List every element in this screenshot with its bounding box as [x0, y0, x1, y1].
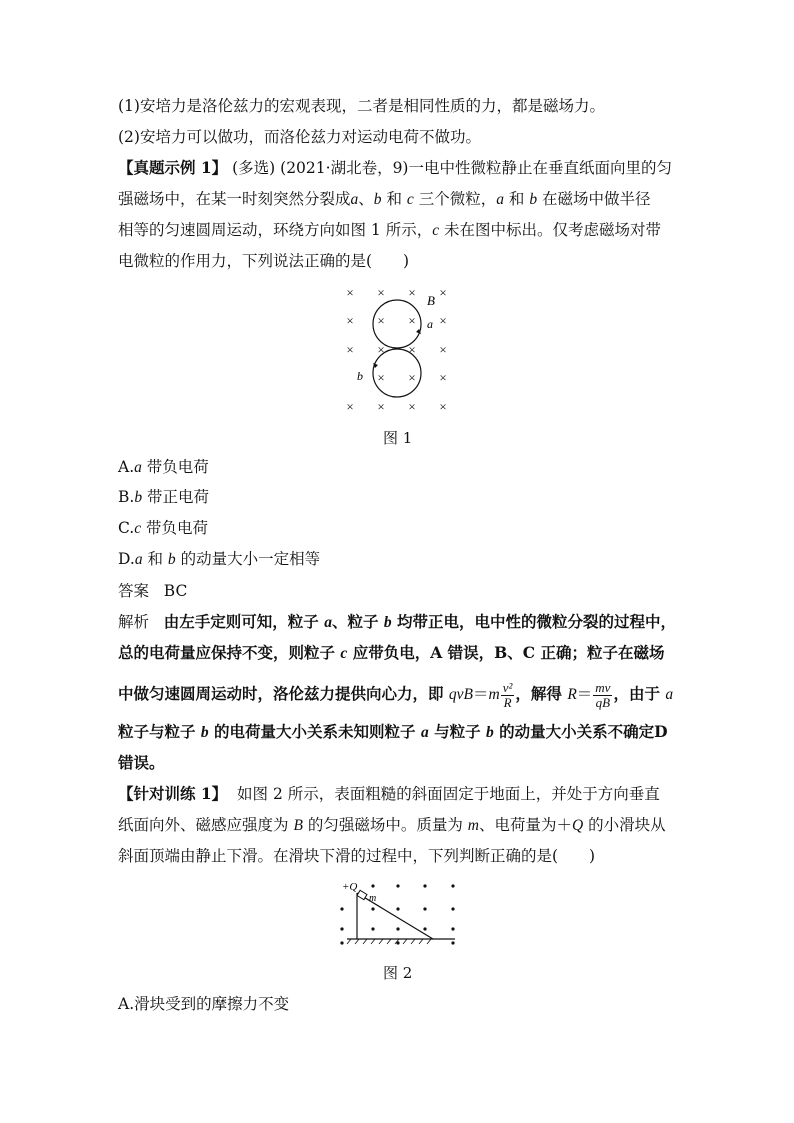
field-dot [340, 941, 343, 944]
label-B: B [427, 293, 435, 308]
field-dot [371, 927, 374, 930]
figure-1-caption: 图 1 [383, 429, 413, 447]
stem-text: 和 [503, 190, 530, 208]
stem-text: 相等的匀速圆周运动，环绕方向如图 1 所示， [118, 221, 433, 239]
field-dot [423, 907, 426, 910]
option-text: 带正电荷 [142, 488, 210, 506]
cross-mark: × [377, 342, 385, 357]
option-d [118, 549, 678, 570]
example-stem-line-1 [118, 158, 678, 178]
option-var: b [134, 489, 143, 506]
cross-mark: × [346, 285, 354, 300]
practice-line-2 [118, 815, 678, 836]
option-var: a [134, 551, 143, 568]
practice-option-a: A.滑块受到的摩擦力不变 [118, 995, 290, 1013]
analysis-line-1 [118, 612, 678, 633]
field-dot [340, 927, 343, 930]
answer-value: BC [163, 582, 188, 600]
note-2: (2)安培力可以做功，而洛伦兹力对运动电荷不做功。 [118, 128, 481, 146]
cross-mark: × [346, 399, 354, 414]
analysis-text: 由左手定则可知，粒子 [163, 612, 325, 631]
formula-m: m [488, 686, 500, 703]
option-text: 带负电荷 [141, 519, 209, 537]
analysis-text: ，由于 [613, 684, 666, 703]
field-dot [451, 941, 454, 944]
cross-mark: × [377, 399, 385, 414]
field-dot [423, 884, 426, 887]
field-dot [371, 907, 374, 910]
cross-mark: × [377, 285, 385, 300]
fraction-denominator: R [503, 694, 512, 710]
cross-mark: × [346, 342, 354, 357]
option-text: 和 [142, 550, 168, 568]
label-a: a [427, 317, 433, 331]
option-letter: B. [118, 488, 135, 506]
practice-line-1 [118, 784, 678, 804]
field-dot [396, 927, 399, 930]
cross-mark: × [377, 313, 385, 328]
analysis-text: 的动量大小关系不确定D [493, 722, 668, 741]
practice-text: 、电荷量为＋ [478, 816, 572, 834]
cross-mark: × [408, 399, 416, 414]
answer-line [118, 581, 678, 601]
fraction-denominator: qB [595, 694, 611, 710]
var-a: a [350, 191, 359, 208]
option-b [118, 487, 678, 508]
var-a: a [420, 724, 429, 741]
option-a [118, 457, 678, 478]
cross-mark: × [377, 370, 385, 385]
cross-mark: × [439, 370, 447, 385]
practice-text: 如图 2 所示，表面粗糙的斜面固定于地面上，并处于方向垂直 [237, 785, 660, 803]
cross-mark: × [439, 313, 447, 328]
analysis-label: 解析 [118, 613, 150, 631]
var-a: a [324, 614, 332, 631]
answer-label: 答案 [118, 582, 150, 600]
field-dot [451, 907, 454, 910]
option-letter: A. [118, 458, 135, 476]
example-stem-line-4: 电微粒的作用力，下列说法正确的是( ) [118, 252, 410, 270]
option-var: a [134, 459, 142, 476]
analysis-text: 中做匀速圆周运动时，洛伦兹力提供向心力，即 [118, 684, 449, 703]
fraction-numerator: mv [595, 679, 611, 695]
example-stem-line-2 [118, 189, 678, 210]
fraction-numerator: v² [502, 679, 513, 695]
var-c: c [406, 191, 414, 208]
figure-2-incline-in-field [333, 877, 463, 949]
var-b: b [200, 724, 209, 741]
option-letter: C. [118, 519, 135, 537]
cross-mark: × [439, 342, 447, 357]
figure-2-caption: 图 2 [383, 964, 413, 982]
field-dot [451, 927, 454, 930]
stem-text: 未在图中标出。仅考虑磁场对带 [439, 221, 662, 239]
option-text: 带负电荷 [141, 458, 209, 476]
var-Q: Q [571, 817, 584, 834]
analysis-line-5: 错误。 [118, 753, 165, 772]
stem-text: 和 [381, 190, 407, 208]
example-stem-line-3 [118, 220, 678, 241]
analysis-line-4 [118, 722, 678, 743]
var-a: a [665, 686, 674, 703]
field-dot [423, 927, 426, 930]
label-plus-Q: +Q [342, 881, 358, 893]
practice-text: 的匀强磁场中。质量为 [302, 816, 468, 834]
var-b: b [373, 191, 382, 208]
figure-1-magnetic-field-circles [335, 283, 460, 418]
stem-text: 强磁场中，在某一时刻突然分裂成 [118, 190, 351, 208]
stem-text: 、 [358, 190, 374, 208]
var-B: B [293, 817, 303, 834]
example-tag: 【真题示例 1】 [118, 158, 228, 177]
practice-text: 纸面向外、磁感应强度为 [118, 816, 294, 834]
field-dot [340, 907, 343, 910]
example-source: (多选) (2021·湖北卷，9) [232, 159, 409, 177]
var-b: b [529, 191, 538, 208]
field-dot [451, 884, 454, 887]
analysis-text: 应带负电，A 错误，B、C 正确；粒子在磁场 [347, 643, 665, 662]
var-b: b [486, 724, 494, 741]
cross-mark: × [408, 285, 416, 300]
formula-equals: ＝ [473, 685, 489, 703]
analysis-line-2 [118, 643, 678, 664]
var-m: m [467, 817, 479, 834]
var-c: c [340, 645, 348, 662]
analysis-text: 总的电荷量应保持不变，则粒子 [118, 643, 341, 662]
analysis-text: 粒子与粒子 [118, 722, 201, 741]
example-stem-text: 一电中性微粒静止在垂直纸面向里的匀 [408, 159, 672, 177]
option-var: b [167, 551, 176, 568]
cross-mark: × [408, 370, 416, 385]
analysis-text: 的电荷量大小关系未知则粒子 [208, 722, 421, 741]
analysis-text: ，解得 [515, 684, 568, 703]
note-1: (1)安培力是洛伦兹力的宏观表现，二者是相同性质的力，都是磁场力。 [118, 97, 605, 115]
field-dot [371, 884, 374, 887]
var-a: a [496, 191, 504, 208]
cross-mark: × [408, 342, 416, 357]
var-b: b [383, 614, 392, 631]
analysis-text: 、粒子 [331, 612, 384, 631]
field-dot [396, 907, 399, 910]
stem-text: 在磁场中做半径 [537, 190, 651, 208]
cross-mark: × [408, 313, 416, 328]
label-b: b [357, 369, 363, 383]
formula-equals: ＝ [576, 685, 593, 703]
option-text: 的动量大小一定相等 [175, 550, 321, 568]
field-dot [396, 884, 399, 887]
fraction-v2-over-R [501, 681, 515, 710]
practice-line-3: 斜面顶端由静止下滑。在滑块下滑的过程中，下列判断正确的是( ) [118, 847, 596, 865]
formula-R: R [567, 686, 577, 703]
cross-mark: × [439, 399, 447, 414]
fraction-mv-over-qB [593, 681, 612, 710]
practice-tag: 【针对训练 1】 [118, 784, 228, 803]
option-letter: D. [118, 550, 135, 568]
option-var: c [134, 520, 142, 537]
var-c: c [432, 222, 440, 239]
cross-mark: × [346, 313, 354, 328]
option-c [118, 518, 678, 539]
cross-mark: × [439, 285, 447, 300]
formula-qvB: qvB [448, 686, 474, 703]
analysis-line-3 [118, 676, 678, 713]
practice-text: 的小滑块从 [583, 816, 666, 834]
label-m: m [369, 893, 377, 904]
analysis-text: 均带正电，电中性的微粒分裂的过程中， [391, 612, 677, 631]
stem-text: 三个微粒， [413, 190, 497, 208]
analysis-text: 与粒子 [428, 722, 486, 741]
